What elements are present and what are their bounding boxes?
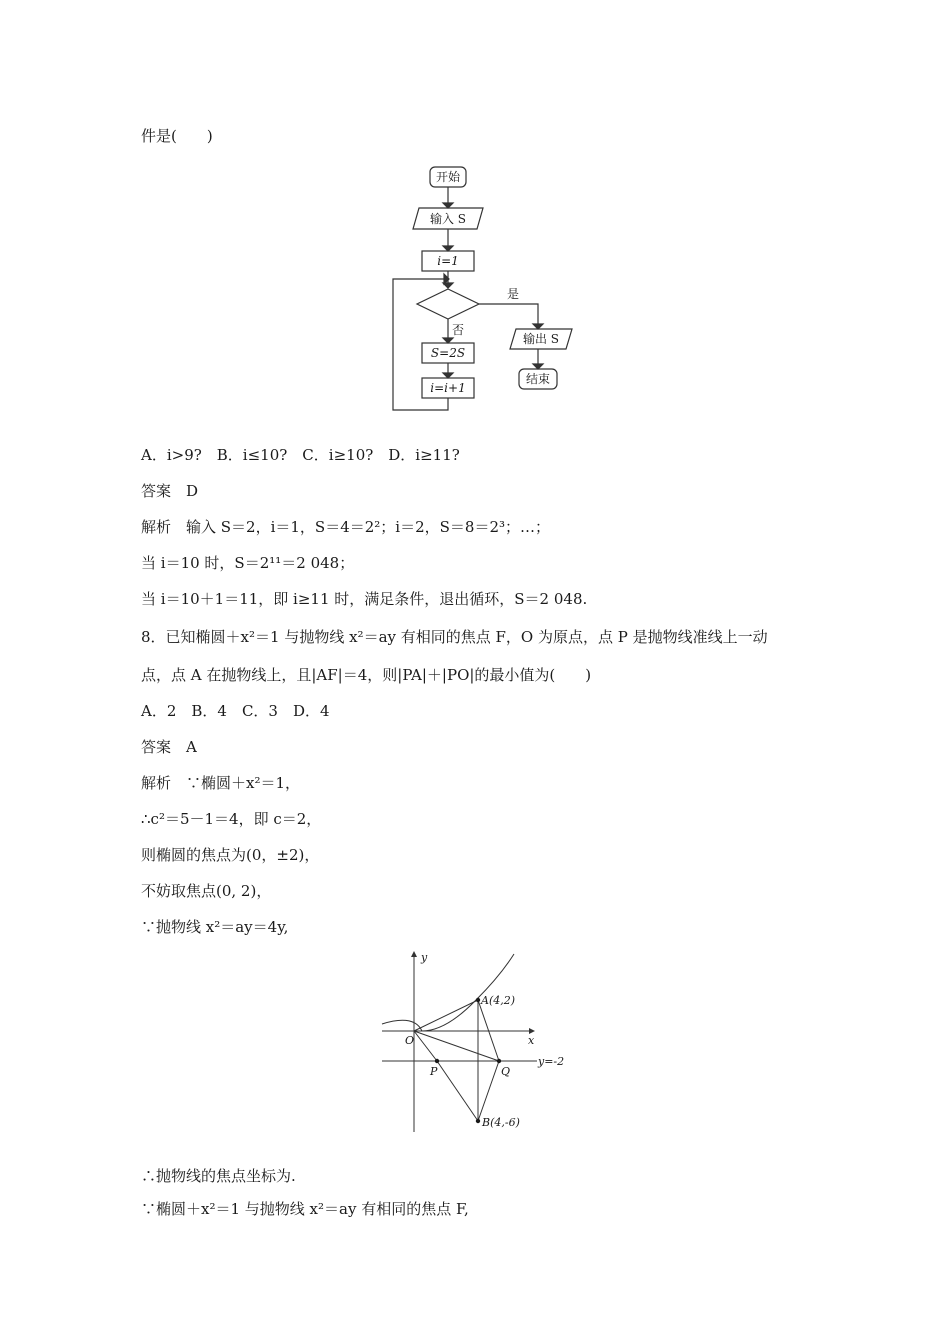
q8-analysis-5: ∵抛物线 x²＝ay＝4y,	[141, 918, 289, 936]
q8-answer: 答案 A	[141, 738, 197, 756]
point-p-label: P	[430, 1065, 438, 1078]
point-b-label: B(4,-6)	[482, 1116, 520, 1129]
q8-analysis-6: ∴抛物线的焦点坐标为.	[141, 1167, 296, 1185]
parabola-curve	[382, 954, 514, 1031]
q7-options: A．i>9? B．i≤10? C．i≥10? D．i≥11?	[141, 446, 460, 464]
q8-analysis-4: 不妨取焦点(0, 2)，	[141, 882, 272, 900]
directrix-label: y=-2	[538, 1055, 565, 1068]
q8-analysis-3: 则椭圆的焦点为(0，±2)，	[141, 846, 320, 864]
q8-analysis-1: 解析 ∵椭圆＋x²＝1，	[141, 774, 301, 792]
flow-start-label: 开始	[435, 170, 461, 184]
origin-label: O	[405, 1034, 415, 1047]
point-a-label: A(4,2)	[481, 994, 516, 1007]
flow-input-label: 输入 S	[429, 212, 467, 226]
point-b-dot	[476, 1119, 480, 1123]
question-intro: 件是( )	[141, 127, 213, 145]
flow-init-label: i=1	[437, 254, 459, 268]
x-axis-label: x	[528, 1034, 535, 1047]
y-axis-label: y	[421, 951, 428, 964]
point-q-dot	[497, 1059, 501, 1063]
flow-step2-label: i=i+1	[430, 381, 466, 395]
q8-stem-1: 8．已知椭圆＋x²＝1 与抛物线 x²＝ay 有相同的焦点 F，O 为原点，点 P 是抛物线准线上一动	[141, 628, 768, 646]
flow-output-label: 输出 S	[522, 332, 560, 346]
q8-stem-2: 点，点 A 在抛物线上，且|AF|＝4，则|PA|＋|PO|的最小值为( )	[141, 666, 592, 684]
flow-step1-label: S=2S	[430, 346, 466, 360]
flow-no-label: 否	[451, 323, 465, 337]
point-a-dot	[476, 998, 480, 1002]
q7-analysis-1: 解析 输入 S＝2，i＝1，S＝4＝2²；i＝2，S＝8＝2³；…；	[141, 518, 551, 536]
q8-options: A．2 B．4 C．3 D．4	[141, 702, 330, 720]
point-p-dot	[435, 1059, 439, 1063]
flow-end-label: 结束	[525, 372, 551, 386]
flow-yes-label: 是	[506, 287, 520, 301]
q7-analysis-3: 当 i＝10＋1＝11，即 i≥11 时，满足条件，退出循环，S＝2 048.	[141, 590, 588, 608]
q7-answer: 答案 D	[141, 482, 199, 500]
q8-analysis-2: ∴c²＝5－1＝4，即 c＝2，	[141, 810, 322, 828]
q8-analysis-7: ∵椭圆＋x²＝1 与抛物线 x²＝ay 有相同的焦点 F,	[141, 1200, 469, 1218]
q7-analysis-2: 当 i＝10 时，S＝2¹¹＝2 048；	[141, 554, 355, 572]
point-q-label: Q	[501, 1065, 511, 1078]
